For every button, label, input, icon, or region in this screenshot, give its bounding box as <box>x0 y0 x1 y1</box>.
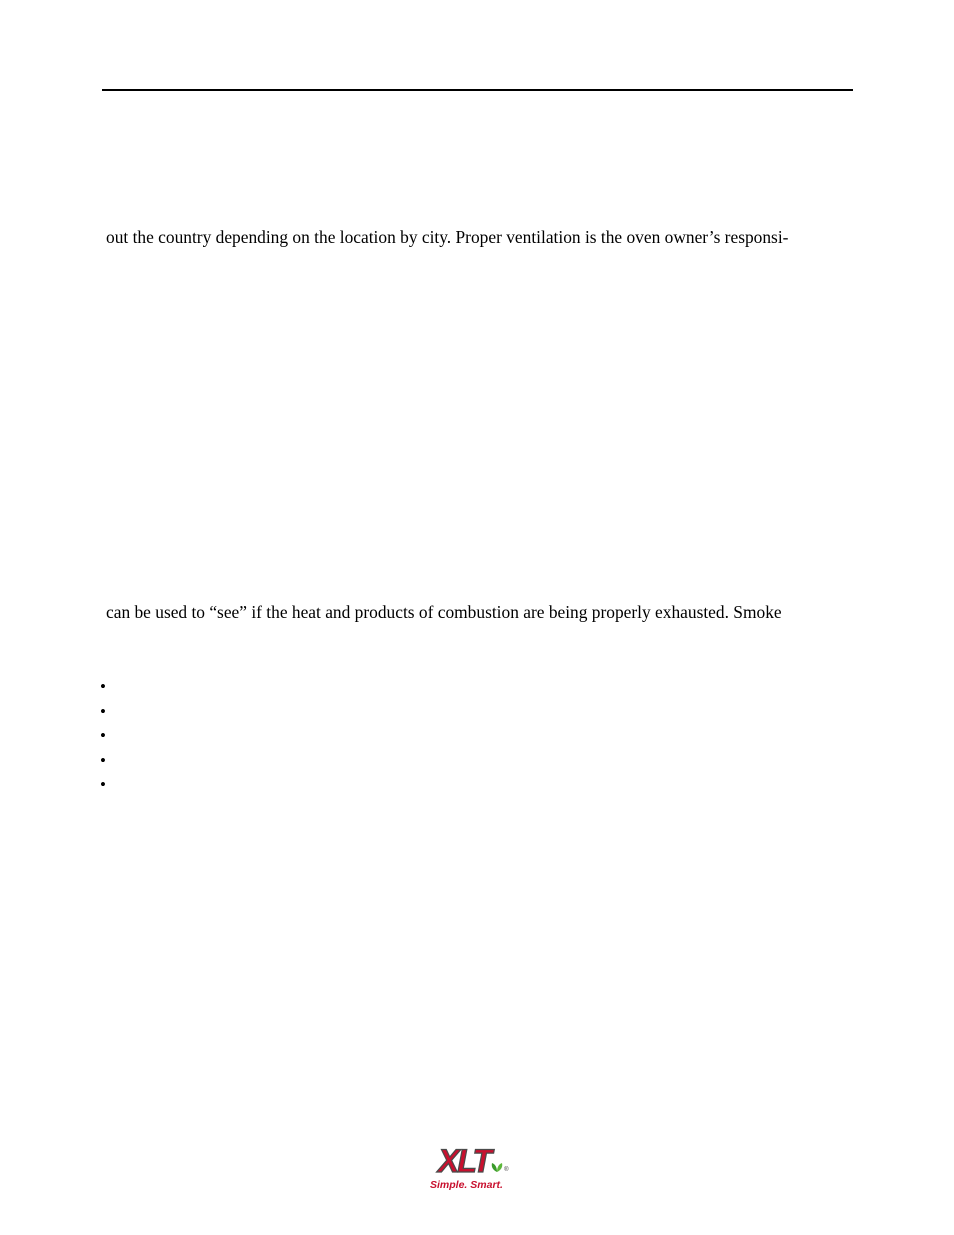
leaf-icon <box>491 1162 503 1172</box>
bullet-icon: • <box>100 677 106 696</box>
paragraph-line: out the country depending on the location by city. Proper ventilation is the oven owner’s responsi- <box>106 227 789 247</box>
bullet-icon: • <box>100 726 106 746</box>
company-logo <box>430 1143 526 1193</box>
logo-mark <box>438 1143 508 1177</box>
bullet-icon: • <box>100 701 106 721</box>
logo-wordmark: XLT <box>438 1143 491 1179</box>
logo-tagline: Simple. Smart. <box>430 1179 503 1191</box>
registered-mark: ® <box>504 1167 509 1173</box>
paragraph-line: can be used to “see” if the heat and products of combustion are being properly exhausted. Smoke <box>106 602 782 622</box>
header-rule <box>102 89 853 91</box>
bullet-icon: • <box>100 750 106 770</box>
bullet-icon: • <box>100 775 106 795</box>
